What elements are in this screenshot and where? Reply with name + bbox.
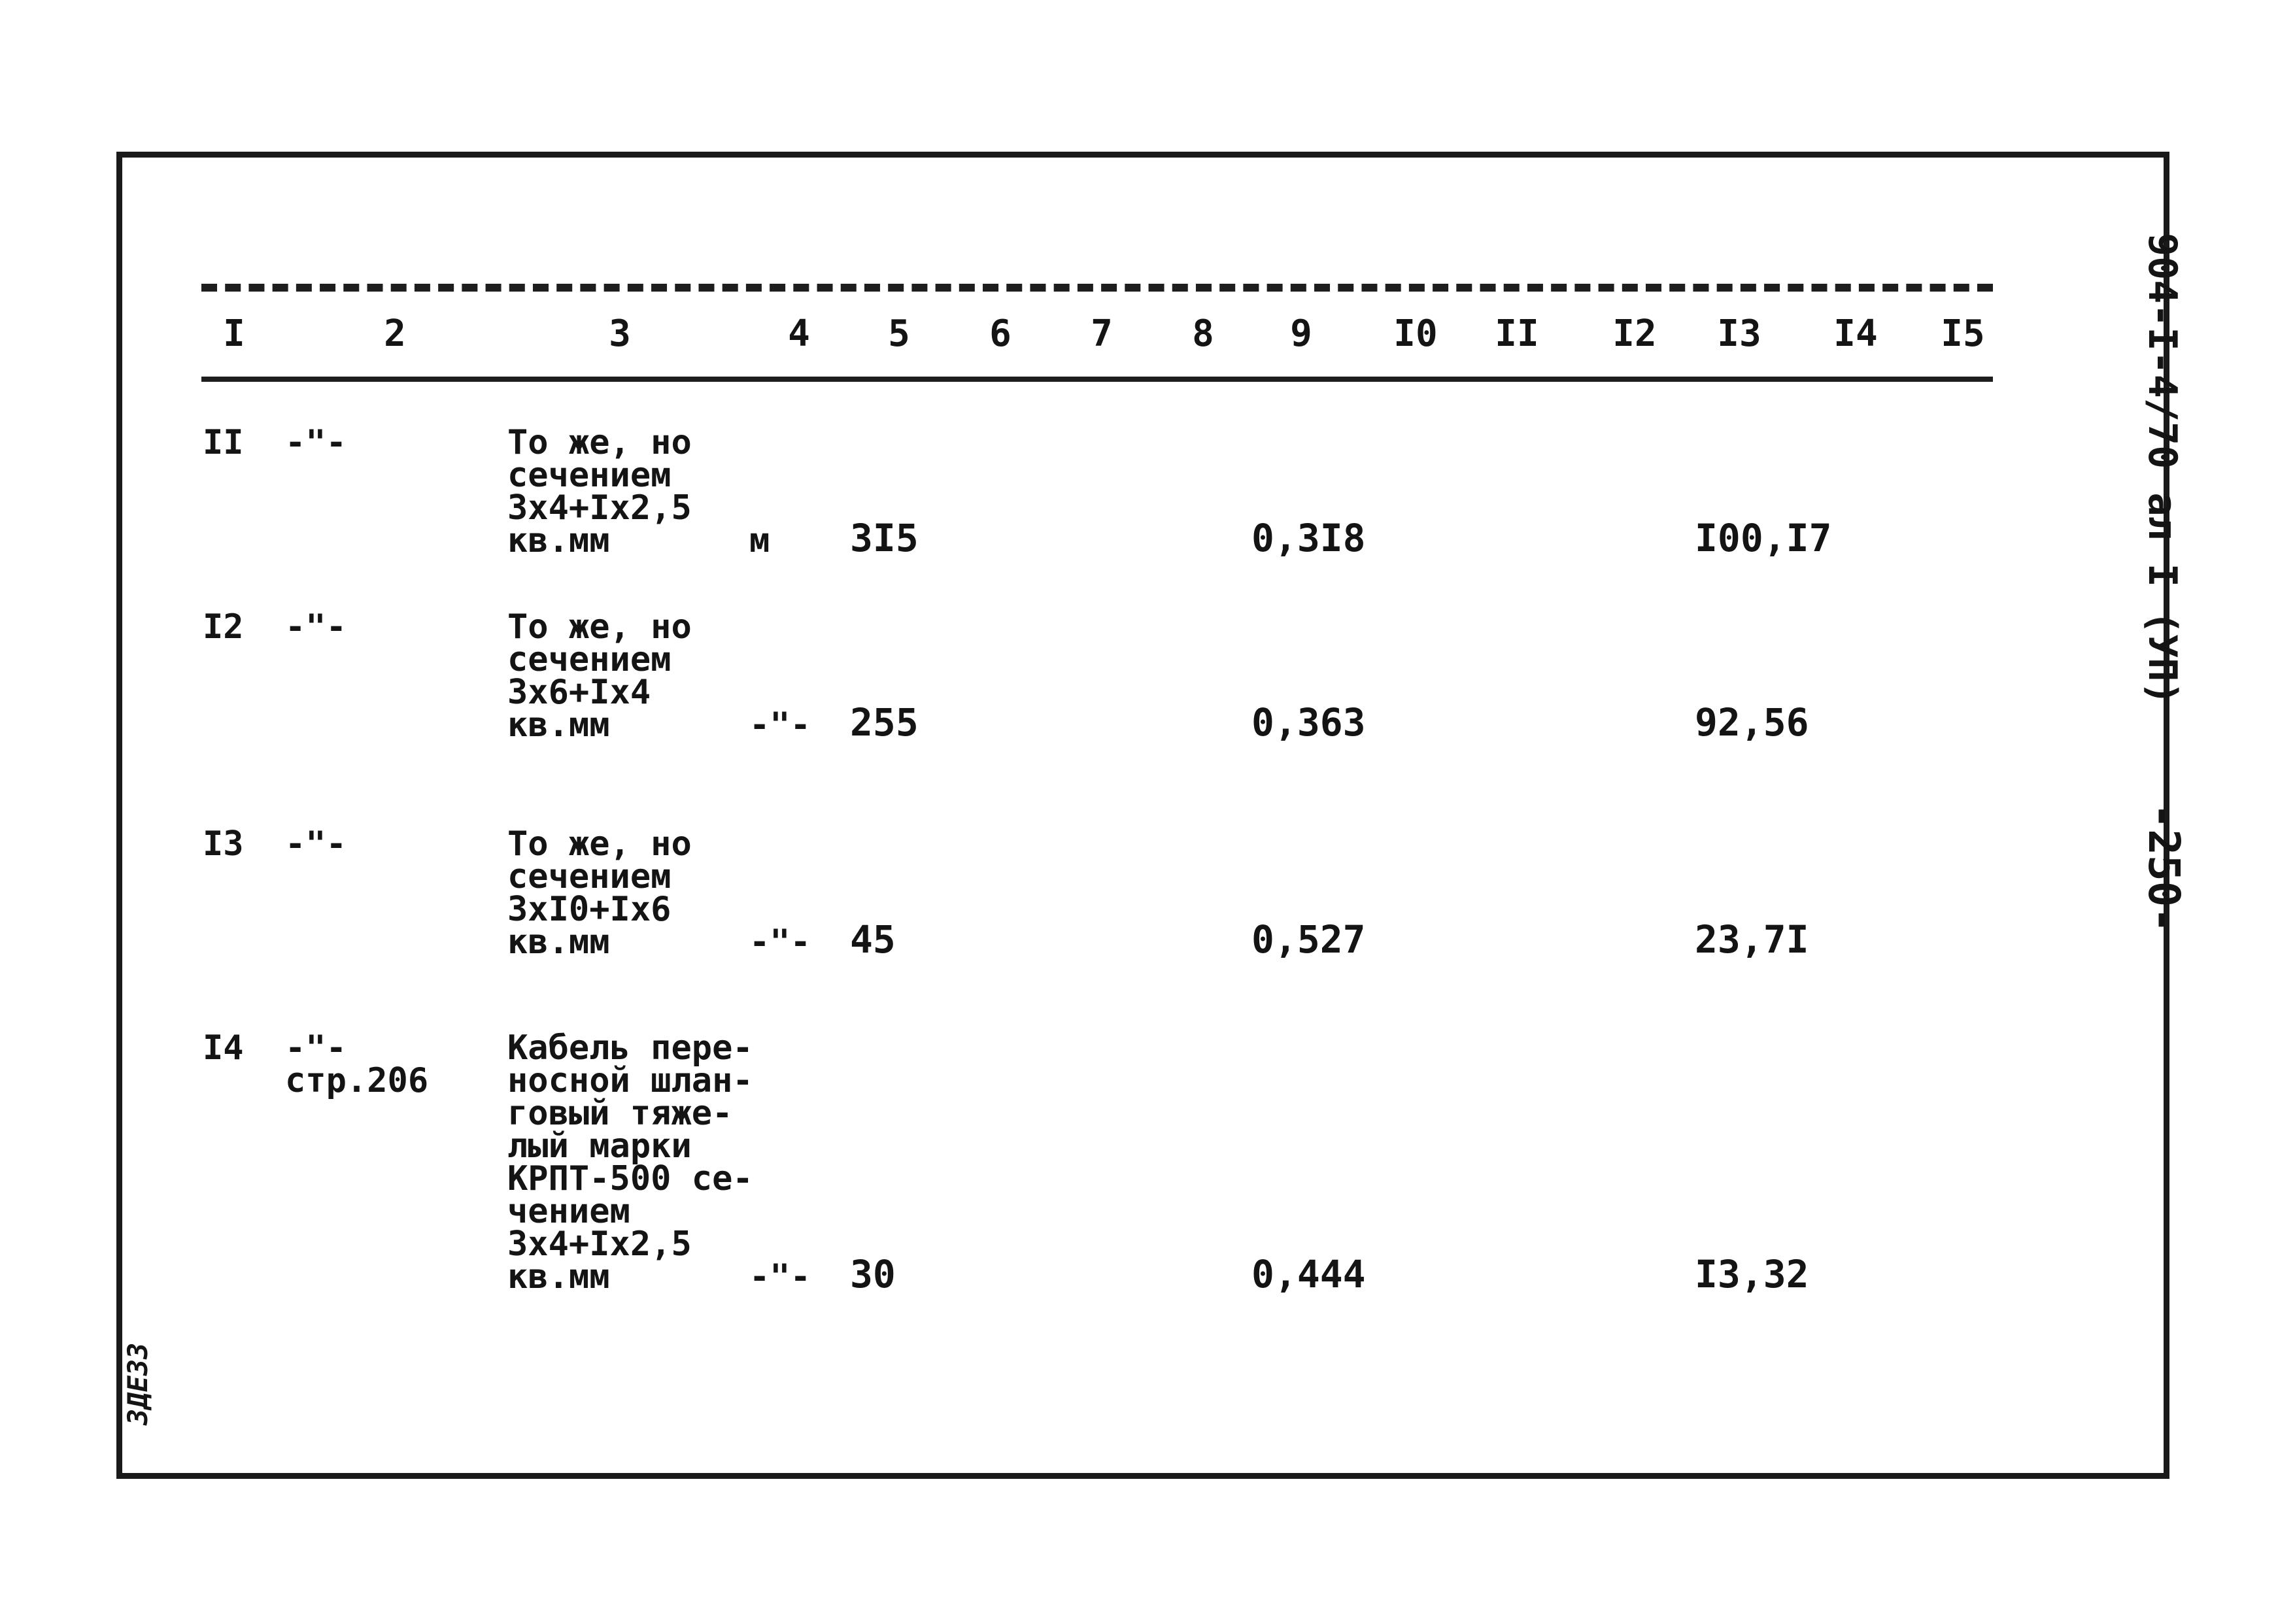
item-description-line: говый тяже- [507,1094,733,1133]
quantity-cell: 45 [850,917,896,962]
column-number: I0 [1393,313,1438,355]
stamp-text: ЗДЕЗЗ [122,1342,154,1425]
total-mass-cell: 92,56 [1695,700,1809,745]
item-description-line: лый марки [507,1126,692,1166]
document-code: 904-I-4/70 ал I (УП) [2139,233,2185,705]
column-number: 7 [1091,313,1113,355]
unit-mass-cell: 0,3I8 [1251,516,1366,560]
item-description-line: кв.мм [507,1257,610,1296]
row-reference: -"- [285,607,347,647]
column-number: 6 [989,313,1012,355]
row-number: I2 [203,607,244,647]
row-number: II [203,423,244,462]
row-number: I3 [203,824,244,864]
item-description-line: 3х6+Iх4 [507,673,651,712]
quantity-cell: 255 [850,700,919,745]
column-number: I5 [1941,313,1985,355]
item-description-line: чением [507,1192,630,1231]
unit-mass-cell: 0,527 [1251,917,1366,962]
column-number: I4 [1833,313,1878,355]
column-number: 5 [888,313,910,355]
column-number: I [223,313,245,355]
item-description-line: носной шлан- [507,1061,753,1100]
item-description-line: 3хI0+Iх6 [507,890,672,929]
total-mass-cell: I00,I7 [1695,516,1832,560]
column-number: I3 [1717,313,1761,355]
unit-cell: -"- [749,705,811,745]
quantity-cell: 3I5 [850,516,919,560]
row-number: I4 [203,1028,244,1068]
item-description-line: кв.мм [507,705,610,745]
item-description-line: То же, но [507,423,692,462]
item-description-line: КРПТ-500 се- [507,1159,753,1198]
column-number: II [1495,313,1539,355]
column-number: 3 [609,313,631,355]
item-description-line: 3х4+Iх2,5 [507,1225,692,1264]
header-solid-rule [201,377,1993,382]
column-number: 8 [1192,313,1214,355]
item-description-line: кв.мм [507,922,610,962]
column-number: 9 [1290,313,1312,355]
side-annotation [2124,233,2202,934]
unit-cell: -"- [749,922,811,962]
row-reference: -"- [285,423,347,462]
unit-cell: -"- [749,1257,811,1296]
total-mass-cell: 23,7I [1695,917,1809,962]
item-description-line: кв.мм [507,521,610,560]
column-number: 4 [788,313,810,355]
unit-mass-cell: 0,363 [1251,700,1366,745]
item-description-line: сечением [507,640,672,679]
item-description-line: Кабель пере- [507,1028,753,1068]
item-description-line: 3х4+Iх2,5 [507,488,692,528]
quantity-cell: 30 [850,1252,896,1296]
sheet-number: -250- [2139,803,2189,934]
unit-cell: м [749,521,770,560]
column-number: I2 [1612,313,1657,355]
header-dashed-rule [201,284,1993,292]
item-description-line: сечением [507,456,672,495]
item-description-line: То же, но [507,607,692,647]
inventory-stamp [110,1294,169,1425]
column-number: 2 [384,313,406,355]
item-description-line: То же, но [507,824,692,864]
total-mass-cell: I3,32 [1695,1252,1809,1296]
item-description-line: сечением [507,857,672,896]
row-reference: -"- [285,824,347,864]
unit-mass-cell: 0,444 [1251,1252,1366,1296]
row-reference: -"- стр.206 [285,1028,429,1100]
